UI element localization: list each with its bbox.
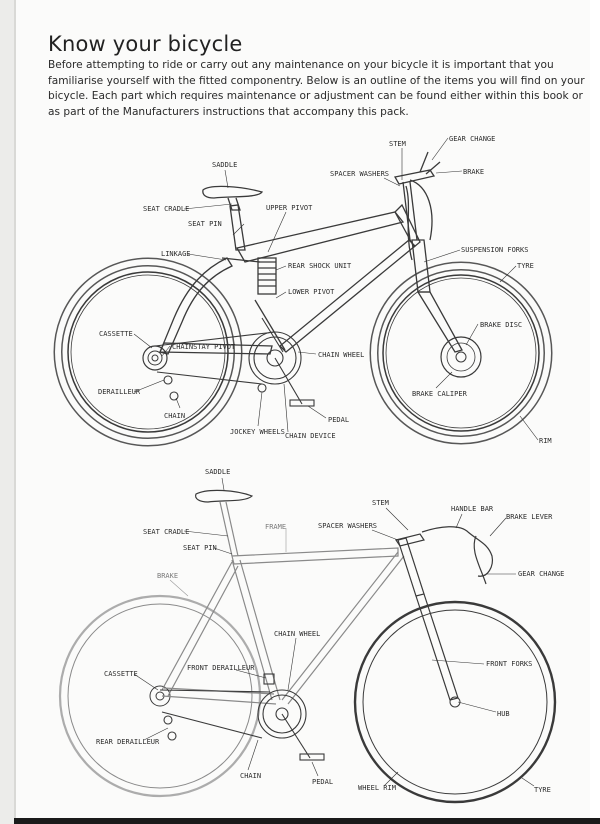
label-chainstay-pivot: CHAINSTAY PIVOT (172, 343, 236, 351)
page-title: Know your bicycle (48, 32, 243, 56)
mtb-label-group (98, 135, 552, 445)
road-front-wheel (355, 602, 555, 802)
label-road-chain-wheel: CHAIN WHEEL (274, 630, 321, 638)
label-derailleur: DERAILLEUR (98, 388, 141, 396)
label-rim: RIM (539, 437, 552, 445)
label-seat-pin: SEAT PIN (188, 220, 222, 228)
label-spacer-washers: SPACER WASHERS (330, 170, 390, 178)
label-stem: STEM (389, 140, 406, 148)
label-brake-disc: BRAKE DISC (480, 321, 523, 329)
label-road-seat-cradle: SEAT CRADLE (143, 528, 190, 536)
label-linkage: LINKAGE (161, 250, 191, 258)
label-road-frame: FRAME (265, 523, 287, 531)
label-suspension-forks: SUSPENSION FORKS (461, 246, 529, 254)
label-road-spacer-washers: SPACER WASHERS (318, 522, 378, 530)
mountain-bike-illustration (58, 152, 548, 442)
label-cassette: CASSETTE (99, 330, 133, 338)
label-road-brake-lever: BRAKE LEVER (506, 513, 553, 521)
label-road-rear-derailleur: REAR DERAILLEUR (96, 738, 160, 746)
road-label-group (96, 468, 564, 794)
road-bike-illustration (60, 490, 555, 802)
label-chain-wheel: CHAIN WHEEL (318, 351, 365, 359)
label-chain: CHAIN (164, 412, 186, 420)
label-road-brake: BRAKE (157, 572, 179, 580)
label-road-tyre: TYRE (534, 786, 551, 794)
label-road-seat-pin: SEAT PIN (183, 544, 217, 552)
label-seat-cradle: SEAT CRADLE (143, 205, 190, 213)
label-road-front-derailleur: FRONT DERAILLEUR (187, 664, 255, 672)
label-saddle: SADDLE (212, 161, 238, 169)
road-drivetrain (160, 674, 324, 760)
label-brake: BRAKE (463, 168, 485, 176)
label-pedal: PEDAL (328, 416, 350, 424)
label-lower-pivot: LOWER PIVOT (288, 288, 335, 296)
label-jockey-wheels: JOCKEY WHEELS (230, 428, 285, 436)
road-frame (162, 527, 492, 704)
label-road-stem: STEM (372, 499, 389, 507)
label-tyre: TYRE (517, 262, 534, 270)
label-road-wheel-rim: WHEEL RIM (358, 784, 396, 792)
intro-paragraph: Before attempting to ride or carry out any maintenance on your bicycle it is important that you familiarise yourself with the fitted componentry. Below is an outline of the items you will find on your bicycle. Each part which requires maintenance or adjustment can be found either within this book or as part of the Manufacturers instructions that accompany this pack. (48, 59, 585, 118)
mtb-saddle (203, 186, 262, 210)
label-rear-shock-unit: REAR SHOCK UNIT (288, 262, 352, 270)
label-road-chain: CHAIN (240, 772, 262, 780)
label-road-cassette: CASSETTE (104, 670, 138, 678)
label-road-front-forks: FRONT FORKS (486, 660, 533, 668)
label-chain-device: CHAIN DEVICE (285, 432, 336, 440)
road-rear-wheel (60, 596, 260, 796)
mtb-rear-wheel (58, 262, 238, 442)
label-gear-change: GEAR CHANGE (449, 135, 496, 143)
label-brake-caliper: BRAKE CALIPER (412, 390, 467, 398)
label-upper-pivot: UPPER PIVOT (266, 204, 313, 212)
label-road-saddle: SADDLE (205, 468, 231, 476)
label-road-hub: HUB (497, 710, 510, 718)
label-road-handle-bar: HANDLE BAR (451, 505, 494, 513)
mtb-front-wheel (374, 266, 548, 440)
label-road-pedal: PEDAL (312, 778, 334, 786)
mtb-fork (395, 152, 462, 352)
label-road-gear-change: GEAR CHANGE (518, 570, 565, 578)
